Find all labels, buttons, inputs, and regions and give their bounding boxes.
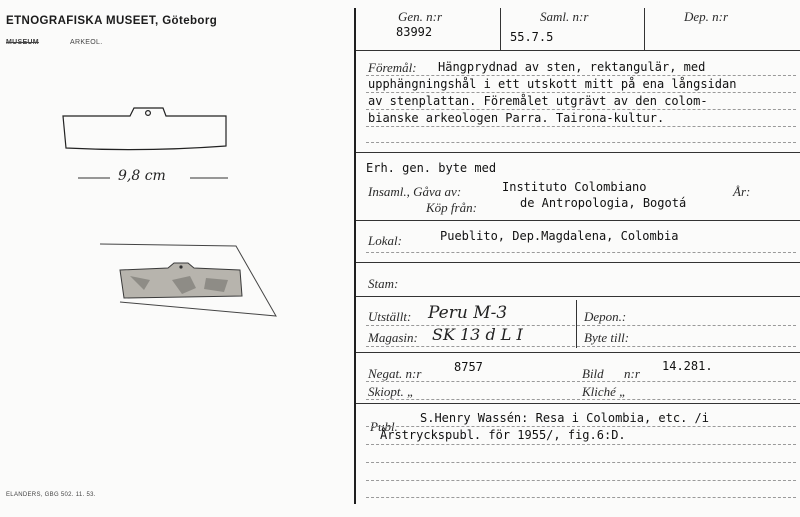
mag-label: Magasin: <box>368 330 418 345</box>
publ-line-2: Årstryckspubl. för 1955/, fig.6:D. <box>380 428 626 442</box>
utst-value: Peru M-3 <box>428 303 508 323</box>
skiopt-label: Skiopt. „ <box>368 384 415 399</box>
byte-label: Byte till: <box>584 330 630 345</box>
utst-divider <box>576 300 577 348</box>
pendant-photo <box>120 263 242 298</box>
department-label: ARKEOL. <box>70 39 103 46</box>
object-sketches <box>0 0 350 517</box>
erh-typed: Erh. gen. byte med <box>366 161 497 175</box>
header-rule <box>356 50 800 51</box>
lokal-label: Lokal: <box>368 233 402 248</box>
negat-rule <box>356 403 800 404</box>
publ-label: Publ. <box>370 419 398 434</box>
museum-title: ETNOGRAFISKA MUSEET, Göteborg <box>6 15 218 27</box>
museum-stamp: MUSEUM <box>6 39 39 46</box>
card-divider <box>354 8 356 504</box>
negat-value: 8757 <box>454 360 483 374</box>
insaml-label: Insaml., Gåva av: <box>368 184 462 199</box>
foremal-rule <box>356 152 800 153</box>
gen-value: 83992 <box>396 25 433 39</box>
saml-value: 55.7.5 <box>510 30 554 44</box>
erh-rule <box>356 220 800 221</box>
ar-label: År: <box>733 184 751 199</box>
bild-label: Bild <box>582 366 604 381</box>
pendant-drawing <box>63 108 226 150</box>
bild-nr-label: n:r <box>624 366 640 381</box>
kliche-label: Kliché „ <box>582 384 627 399</box>
utst-label: Utställt: <box>368 309 412 324</box>
printer-imprint: ELANDERS, GBG 502. 11. 53. <box>6 492 96 498</box>
utst-rule <box>356 352 800 353</box>
header-divider-2 <box>644 8 645 50</box>
depon-label: Depon.: <box>584 309 627 324</box>
foremal-line-2: upphängningshål i ett utskott mitt på ena långsidan <box>368 77 737 91</box>
stam-label: Stam: <box>368 276 399 291</box>
publ-line-1: S.Henry Wassén: Resa i Colombia, etc. /i <box>420 411 709 425</box>
saml-label: Saml. n:r <box>540 9 589 24</box>
foremal-line-4: bianske arkeologen Parra. Tairona-kultur. <box>368 111 665 125</box>
stam-rule <box>356 296 800 297</box>
mag-value: SK 13 d L I <box>432 325 523 344</box>
lokal-value: Pueblito, Dep.Magdalena, Colombia <box>440 229 679 243</box>
dep-label: Dep. n:r <box>684 9 729 24</box>
negat-label: Negat. n:r <box>368 366 422 381</box>
insaml-value: Instituto Colombiano <box>502 180 647 194</box>
bild-value: 14.281. <box>662 359 713 373</box>
foremal-line-1: Hängprydnad av sten, rektangulär, med <box>438 60 706 74</box>
header-divider-1 <box>500 8 501 50</box>
lokal-rule <box>356 262 800 263</box>
measurement-note: 9,8 cm <box>118 168 166 184</box>
foremal-line-3: av stenplattan. Föremålet utgrävt av den colom- <box>368 94 708 108</box>
gen-label: Gen. n:r <box>398 9 443 24</box>
kop-label: Köp från: <box>426 200 477 215</box>
kop-value: de Antropologia, Bogotá <box>520 196 687 210</box>
foremal-label: Föremål: <box>368 60 417 75</box>
